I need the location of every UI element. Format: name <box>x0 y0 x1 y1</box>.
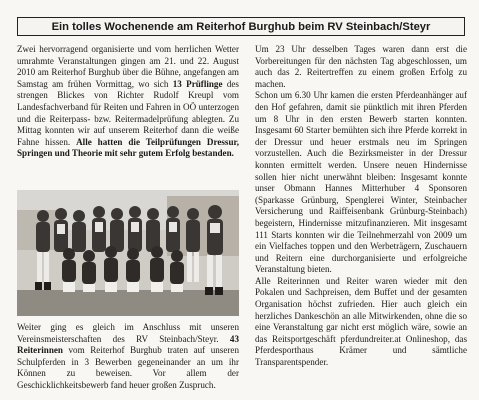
paragraph-riders-meeting: Schon um 6.30 Uhr kamen die ersten Pferdeanhänger auf den Hof gefahren, damit sie pünktlich mit ihren Pferden um 8 Uhr in den ersten Bewerb starten konnten. Insgesamt 60 Starter bemühten sich ihre Pferde korrekt in der Dressur und heuer erstmals neu im Springen vorzustellen. Auch die Bezirksmeister in der Dressur konnten ermittelt werden. Unsere neuen Hindernisse sollen hier nicht unerwähnt bleiben: Insgesamt konnte unser Obmann Hannes Mitterhuber 4 Sponsoren (Sparkasse Grünburg, Spenglerei Winter, Steinbacher Versicherung und Raiffeisenbank Grünburg-Steinbach) begeistern, Hindernisse mitzufinanzieren. Mit insgesamt 111 Starts konnten wir die Teilnehmerzahl von 2009 um ein Vielfaches toppen und den Werbeträgern, Zuschauern und Reitern eine durchorganisierte und erfolgreiche Veranstaltung bieten. <box>255 90 467 275</box>
headline-box <box>17 17 465 36</box>
paragraph-preparations: Um 23 Uhr desselben Tages waren dann erst die Vorbereitungen für den nächsten Tag abgeschlossen, um auch das 2. Reitertreffen zu einem großen Erfolg zu machen. <box>255 44 467 89</box>
group-photo <box>17 190 239 316</box>
bold-run: Alle hatten die Teilprüfungen Dressur, Springen und Theorie mit sehr gutem Erfolg bestanden. <box>17 136 239 159</box>
left-column-bottom <box>17 322 239 392</box>
headline: Ein tolles Wochenende am Reiterhof Burghub beim RV Steinbach/Steyr <box>51 20 431 33</box>
bold-run: 43 Reiterinnen <box>17 333 239 356</box>
text-run: des strengen Blickes von Richter Rudolf Kreupl vom Landesfachverband für Reiten und Fahren in OÖ unterzogen und die Reiterpass- bzw. Reitermadelprüfung ablegten. Zu Mittag konnten wir auf unserem Reiterhof dann die weiße Fahne hissen. <box>17 78 239 147</box>
right-column <box>255 44 467 369</box>
paragraph-intro <box>17 44 239 160</box>
text-run: Weiter ging es gleich im Anschluss mit unseren Vereinsmeisterschaften des RV Steinbach/Steyr. <box>17 322 239 344</box>
left-column-top <box>17 44 239 160</box>
paragraph-club-championship <box>17 322 239 392</box>
group-photo-illustration <box>17 190 239 316</box>
text-run: Zwei hervorragend organisierte und vom herrlichen Wetter umrahmte Veranstaltungen gingen am 21. und 22. August 2010 am Reiterhof Burghub über die Bühne, angefangen am Samstag am frühen Vormittag, wo sich <box>17 44 239 89</box>
text-run: vom Reiterhof Burghub traten auf unseren Schulpferden in 3 Bewerben gegeneinander an um ihr Können zu beweisen. Vor allem der Geschicklichkeitsbewerb fand heuer großen Zuspruch. <box>17 345 239 390</box>
bold-run: 13 Prüflinge <box>172 78 223 89</box>
paragraph-thanks: Alle Reiterinnen und Reiter waren wieder mit den Pokalen und Sachpreisen, dem Buffet und der gesamten Organisation höchst zufrieden. Hier auch gleich ein herzliches Dankeschön an alle Mitwirkenden, ohne die so eine Veranstaltung gar nicht erst möglich wäre, sowie an das Reitsportgeschäft pferdundreiter.at Onlineshop, das Pferdesporthaus Krämer und sämtliche Transparentspender. <box>255 275 467 368</box>
